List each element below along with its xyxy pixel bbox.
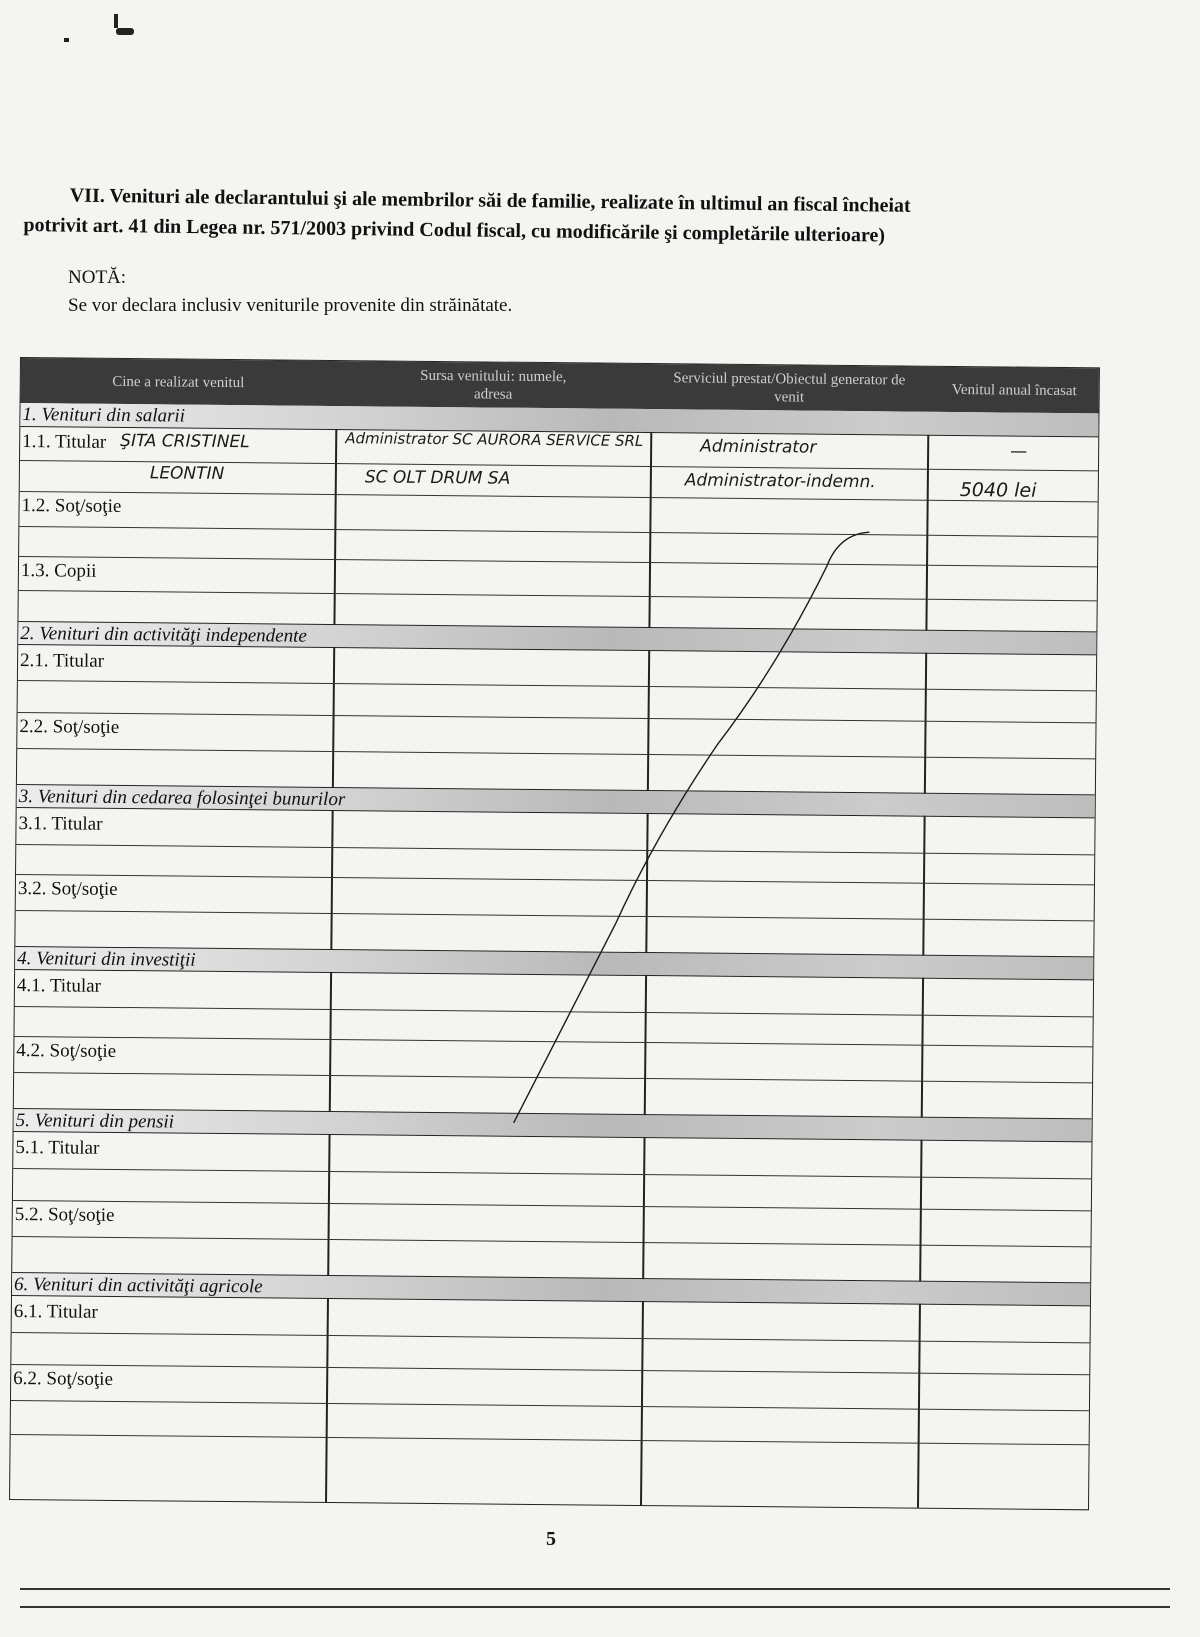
header-cell-source: Sursa venitului: numele, adresa bbox=[420, 367, 567, 403]
header-cell-who: Cine a realizat venitul bbox=[112, 373, 245, 391]
subsection-label: 6.2. Soţ/soţie bbox=[13, 1367, 114, 1390]
note-label: NOTĂ: bbox=[68, 267, 127, 288]
handwritten-service-1: Administrator bbox=[700, 436, 817, 458]
subsection-label: 6.1. Titular bbox=[13, 1300, 98, 1323]
subsection-label: 2.1. Titular bbox=[19, 650, 105, 672]
handwritten-income-2: 5040 lei bbox=[959, 479, 1037, 502]
heading-line-1: VII. Venituri ale declarantului şi ale membrilor săi de familie, realizate în ultimul an fiscal încheiat bbox=[69, 184, 911, 217]
scan-speck bbox=[64, 38, 69, 42]
heading-line-2: potrivit art. 41 din Legea nr. 571/2003 privind Codul fiscal, cu modificările şi completările ulterioare) bbox=[23, 213, 886, 247]
subsection-label: 3.1. Titular bbox=[18, 813, 103, 835]
footer-rule bbox=[20, 1606, 1170, 1608]
strike-through-line bbox=[10, 358, 1101, 1511]
subsection-label: 5.2. Soţ/soţie bbox=[14, 1203, 115, 1226]
header-cell-service: Serviciul prestat/Obiectul generator de venit bbox=[673, 369, 906, 406]
handwritten-name-line-1: ŞITA CRISTINEL bbox=[120, 430, 250, 453]
subsection-label: 4.1. Titular bbox=[16, 975, 102, 997]
section-row: 3. Venituri din cedarea folosinţei bunurilor bbox=[17, 784, 1095, 818]
scan-speck bbox=[114, 14, 118, 28]
handwritten-service-2: Administrator-indemn. bbox=[684, 470, 876, 493]
note-text: Se vor declara inclusiv veniturile provenite din străinătate. bbox=[68, 295, 513, 316]
subsection-label: 1.2. Soţ/soţie bbox=[21, 495, 122, 517]
section-row: 6. Venituri din activităţi agricole bbox=[12, 1272, 1090, 1306]
handwritten-source-1: Administrator SC AURORA SERVICE SRL bbox=[345, 429, 644, 450]
subsection-label: 3.2. Soţ/soţie bbox=[17, 878, 118, 900]
page-number: 5 bbox=[546, 1528, 556, 1550]
income-table bbox=[9, 357, 1100, 1510]
subsection-label: 2.2. Soţ/soţie bbox=[19, 716, 120, 738]
subsection-label: 4.2. Soţ/soţie bbox=[16, 1039, 117, 1062]
section-row: 5. Venituri din pensii bbox=[14, 1108, 1092, 1142]
header-cell-income: Venitul anual încasat bbox=[951, 381, 1077, 399]
subsection-label: 5.1. Titular bbox=[15, 1136, 100, 1159]
handwritten-name-line-2: LEONTIN bbox=[149, 463, 225, 484]
note-block bbox=[68, 264, 512, 320]
subsection-label: 1.3. Copii bbox=[20, 560, 97, 582]
scan-speck bbox=[116, 28, 134, 35]
footer-rule bbox=[20, 1588, 1170, 1590]
handwritten-income-1: — bbox=[1010, 441, 1028, 462]
section-row: 1. Venituri din salarii bbox=[20, 403, 1098, 437]
section-row: 2. Venituri din activităţi independente bbox=[18, 621, 1096, 655]
handwritten-source-2: SC OLT DRUM SA bbox=[364, 467, 511, 489]
section-heading bbox=[23, 180, 1104, 253]
section-row: 4. Venituri din investiţii bbox=[15, 946, 1093, 980]
subsection-label: 1.1. Titular bbox=[22, 431, 107, 453]
